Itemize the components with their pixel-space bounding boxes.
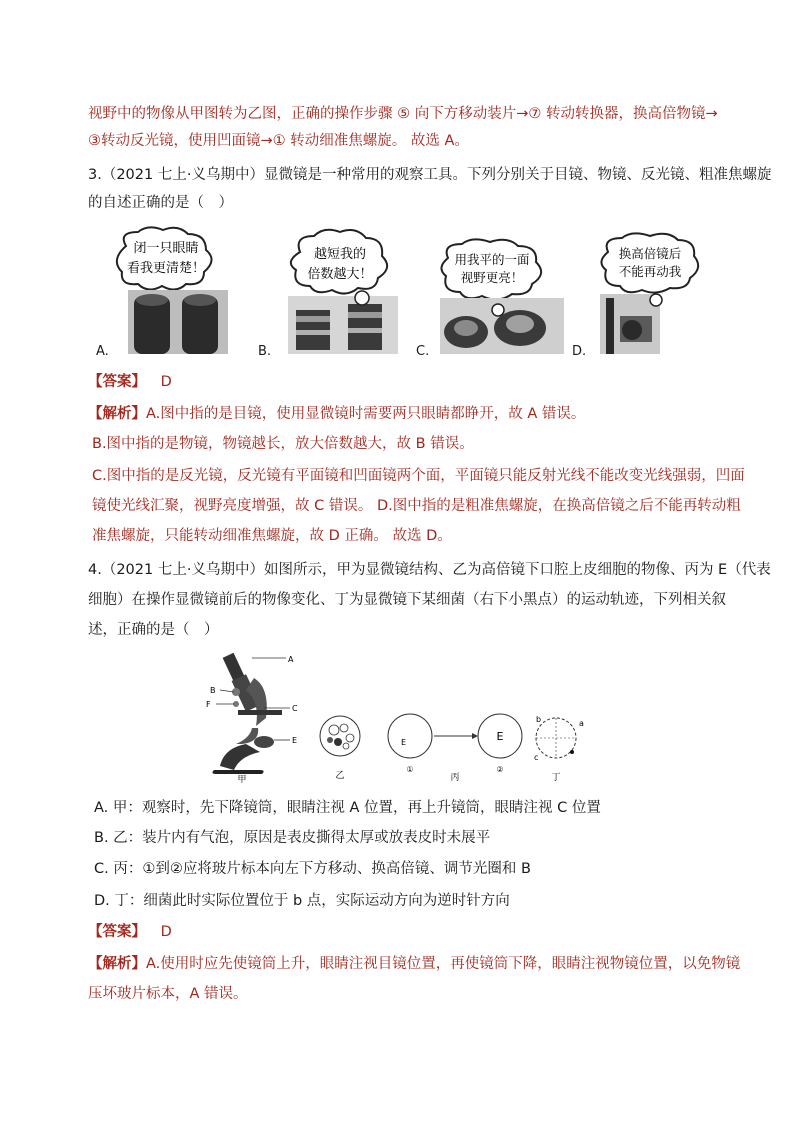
explanation-tag: 【解析】 (88, 406, 146, 422)
figure-label: C (292, 704, 298, 713)
explanation-text: 压坏玻片标本，A 错误。 (88, 986, 248, 1002)
option-a-label: A. (96, 344, 109, 359)
option-d: D. 丁：细菌此时实际位置位于 b 点，实际运动方向为逆时针方向 (94, 893, 510, 909)
option-c-image (436, 236, 568, 356)
option-d-image (592, 232, 704, 356)
bubble-text: 不能再动我 (618, 264, 682, 279)
question-4-stem: 细胞）在操作显微镜前后的物像变化、丁为显微镜下某细菌（右下小黑点）的运动轨迹，下列相关叙 (88, 592, 726, 608)
answer-value: D (160, 924, 172, 940)
microscope-diagram (206, 653, 298, 784)
answer-value: D (160, 374, 172, 390)
bubble-text: 看我更清楚！ (126, 261, 206, 276)
option-b-label: B. (258, 344, 272, 359)
answer-row (88, 372, 172, 392)
circle-number: ① (406, 765, 414, 774)
text-line: 视野中的物像从甲图转为乙图，正确的操作步骤 ⑤ 向下方移动装片→⑦ 转动转换器，换高倍物镜→ (88, 106, 718, 122)
answer-row (88, 922, 172, 942)
track-label: a (579, 719, 584, 728)
figure-sublabel: 丙 (450, 773, 460, 783)
explanation-text: A.使用时应先使镜筒上升，眼睛注视目镜位置，再使镜筒下降，眼睛注视物镜位置，以免物镜 (146, 956, 741, 972)
question-3-stem: 的自述正确的是（ ） (88, 195, 233, 211)
option-d-label: D. (572, 344, 587, 359)
explanation-row (88, 954, 740, 974)
option-c: C. 丙：①到②应将玻片标本向左下方移动、换高倍镜、调节光圈和 B (94, 861, 531, 877)
option-b-image (266, 224, 406, 364)
option-a-image (88, 224, 228, 364)
cell-view-diagram (320, 716, 360, 781)
bubble-text: 视野更亮！ (460, 270, 524, 285)
figure-sublabel: 丁 (551, 773, 561, 783)
option-a: A. 甲：观察时，先下降镜筒，眼睛注视 A 位置，再上升镜筒，眼睛注视 C 位置 (94, 800, 601, 816)
text-line: ③转动反光镜，使用凹面镜→① 转动细准焦螺旋。 故选 A。 (88, 133, 469, 149)
bubble-text: 用我平的一面 (454, 252, 530, 267)
circle-number: ② (496, 765, 504, 774)
bubble-text: 换高倍镜后 (618, 246, 682, 261)
explanation-tag: 【解析】 (88, 956, 146, 972)
figure-label: F (206, 700, 211, 709)
answer-tag: 【答案】 (88, 924, 146, 940)
image-change-diagram (388, 714, 522, 783)
figure-label: B (210, 686, 216, 695)
explanation-text: B.图中指的是物镜，物镜越长，放大倍数越大，故 B 错误。 (92, 436, 474, 452)
figure-label: E (292, 736, 298, 745)
option-b: B. 乙：装片内有气泡，原因是表皮撕得太厚或放表皮时未展平 (94, 830, 491, 846)
cell-letter: E (401, 738, 407, 747)
answer-tag: 【答案】 (88, 374, 146, 390)
explanation-row (88, 404, 585, 424)
cell-letter: E (496, 730, 504, 743)
question-4-stem: 4.（2021 七上·义乌期中）如图所示，甲为显微镜结构、乙为高倍镜下口腔上皮细胞的物像、丙为 E（代表 (88, 562, 771, 578)
figure-sublabel: 甲 (237, 775, 247, 784)
bacteria-track-diagram (534, 715, 584, 783)
track-label: c (534, 753, 539, 762)
explanation-text: A.图中指的是目镜，使用显微镜时需要两只眼睛都睁开，故 A 错误。 (146, 406, 586, 422)
explanation-text: C.图中指的是反光镜，反光镜有平面镜和凹面镜两个面，平面镜只能反射光线不能改变光线强弱，凹面 (92, 468, 745, 484)
option-c-label: C. (416, 344, 430, 359)
track-label: b (536, 715, 542, 724)
question-4-stem: 述，正确的是（ ） (88, 622, 219, 638)
question-3-stem: 3.（2021 七上·义乌期中）显微镜是一种常用的观察工具。下列分别关于目镜、物镜、反光镜、粗准焦螺旋 (88, 167, 772, 183)
bubble-text: 越短我的 (313, 247, 367, 262)
bubble-text: 倍数越大！ (307, 267, 373, 282)
explanation-text: 镜使光线汇聚，视野亮度增强，故 C 错误。 D.图中指的是粗准焦螺旋，在换高倍镜之后不能再转动粗 (92, 498, 741, 514)
bubble-text: 闭一只眼睛 (133, 241, 199, 256)
question-4-figure (200, 648, 590, 784)
figure-sublabel: 乙 (335, 771, 345, 781)
explanation-text: 准焦螺旋，只能转动细准焦螺旋，故 D 正确。 故选 D。 (92, 528, 452, 544)
figure-label: A (288, 655, 294, 664)
